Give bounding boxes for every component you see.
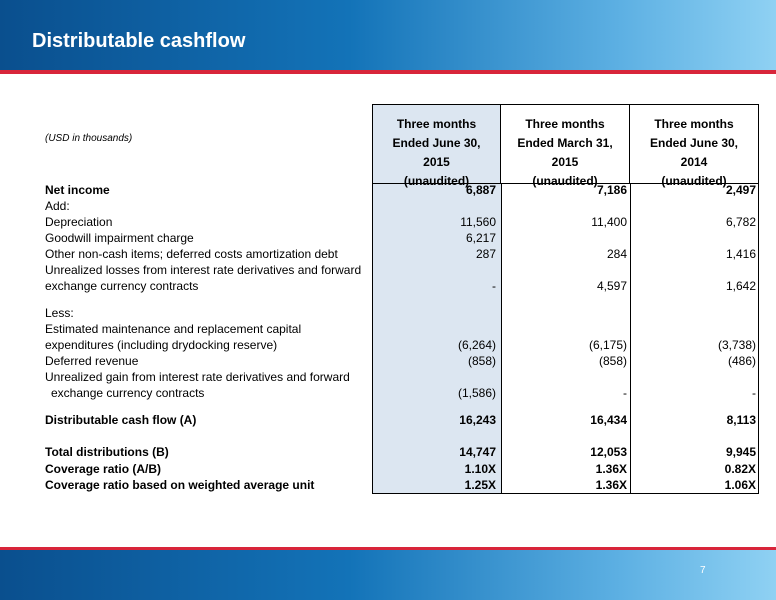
cell-value: 284 xyxy=(606,247,627,261)
cell-value: 1,416 xyxy=(725,247,756,261)
cell-value: 7,186 xyxy=(596,183,627,197)
row-label: exchange currency contracts xyxy=(45,279,199,293)
table-row xyxy=(45,278,759,294)
cell-value: (3,738) xyxy=(717,338,756,352)
row-label: Unrealized losses from interest rate derivatives and forward xyxy=(45,263,362,277)
table-row xyxy=(45,262,759,278)
cell-value: 4,597 xyxy=(596,279,627,293)
cell-value: 8,113 xyxy=(726,413,756,427)
cell-value: (6,264) xyxy=(457,338,496,352)
cell-value: 14,747 xyxy=(459,445,496,459)
cell-value: 6,782 xyxy=(725,215,756,229)
column-header-line: (unaudited) xyxy=(532,174,598,188)
table-row xyxy=(45,477,759,493)
table-row xyxy=(45,461,759,477)
table-row xyxy=(45,321,759,337)
cell-value: - xyxy=(623,386,627,400)
cell-value: - xyxy=(752,386,756,400)
column-header-line: Ended June 30, xyxy=(649,136,739,150)
row-label: Estimated maintenance and replacement capital xyxy=(45,322,302,336)
column-header-line: Three months xyxy=(525,117,605,131)
column-header-q2-2014 xyxy=(630,104,759,188)
table-row xyxy=(45,198,759,214)
cell-value: (858) xyxy=(467,354,496,368)
column-header-line: (unaudited) xyxy=(661,174,727,188)
cell-value: 16,243 xyxy=(459,413,496,427)
header-divider xyxy=(0,70,776,74)
cell-value: 6,217 xyxy=(465,231,496,245)
column-header-line: Ended June 30, xyxy=(392,136,481,150)
cell-value: 1.10X xyxy=(464,462,496,476)
cell-value: 16,434 xyxy=(590,413,627,427)
row-label: Deferred revenue xyxy=(45,354,139,368)
cell-value: 1.36X xyxy=(595,478,627,492)
cell-value: - xyxy=(492,279,496,293)
table-row xyxy=(45,412,759,428)
table-row xyxy=(45,305,759,321)
column-header-line: 2015 xyxy=(423,155,450,169)
column-header-q2-2015 xyxy=(372,104,501,188)
table-row xyxy=(45,337,759,353)
column-header-line: Three months xyxy=(396,117,477,131)
row-label: Goodwill impairment charge xyxy=(45,231,194,245)
cell-value: 6,887 xyxy=(465,183,496,197)
column-header-line: Three months xyxy=(654,117,734,131)
cell-value: 2,497 xyxy=(725,183,756,197)
cell-value: 0.82X xyxy=(724,462,756,476)
column-header-line: 2015 xyxy=(551,155,579,169)
table-row xyxy=(45,246,759,262)
page-title: Distributable cashflow xyxy=(32,30,246,52)
cell-value: 1.36X xyxy=(595,462,627,476)
cell-value: (6,175) xyxy=(588,338,627,352)
table-row xyxy=(45,369,759,385)
row-label: Unrealized gain from interest rate derivatives and forward xyxy=(45,370,350,384)
row-label: Net income xyxy=(45,183,110,197)
cell-value: 11,400 xyxy=(591,215,627,229)
row-label: Less: xyxy=(45,306,74,320)
units-note: (USD in thousands) xyxy=(45,133,133,144)
table-border xyxy=(372,493,759,494)
row-label: Coverage ratio based on weighted average unit xyxy=(45,478,315,492)
column-header-line: (unaudited) xyxy=(403,174,470,188)
column-header-line: Ended March 31, xyxy=(517,136,613,150)
cell-value: 12,053 xyxy=(590,445,627,459)
table-row xyxy=(45,353,759,369)
cell-value: 9,945 xyxy=(725,445,756,459)
row-label: expenditures (including drydocking reserve) xyxy=(45,338,278,352)
cell-value: (486) xyxy=(727,354,756,368)
row-label: exchange currency contracts xyxy=(51,386,205,400)
row-label: Distributable cash flow (A) xyxy=(45,413,197,427)
row-label: Total distributions (B) xyxy=(45,445,169,459)
cell-value: 11,560 xyxy=(460,215,496,229)
column-header-q1-2015 xyxy=(501,104,630,188)
footer-banner xyxy=(0,550,776,600)
cell-value: 1,642 xyxy=(725,279,756,293)
row-label: Depreciation xyxy=(45,215,113,229)
table-row xyxy=(45,444,759,460)
row-label: Add: xyxy=(45,199,70,213)
row-label: Other non-cash items; deferred costs amortization debt xyxy=(45,247,338,261)
table-row xyxy=(45,214,759,230)
cell-value: 1.06X xyxy=(724,478,756,492)
table-row xyxy=(45,385,759,401)
table-row xyxy=(45,182,759,198)
cell-value: 1.25X xyxy=(464,478,496,492)
row-label: Coverage ratio (A/B) xyxy=(45,462,162,476)
page-number: 7 xyxy=(700,565,706,576)
cell-value: 287 xyxy=(475,247,496,261)
cell-value: (858) xyxy=(598,354,627,368)
cell-value: (1,586) xyxy=(457,386,496,400)
column-header-line: 2014 xyxy=(680,155,708,169)
table-row xyxy=(45,230,759,246)
